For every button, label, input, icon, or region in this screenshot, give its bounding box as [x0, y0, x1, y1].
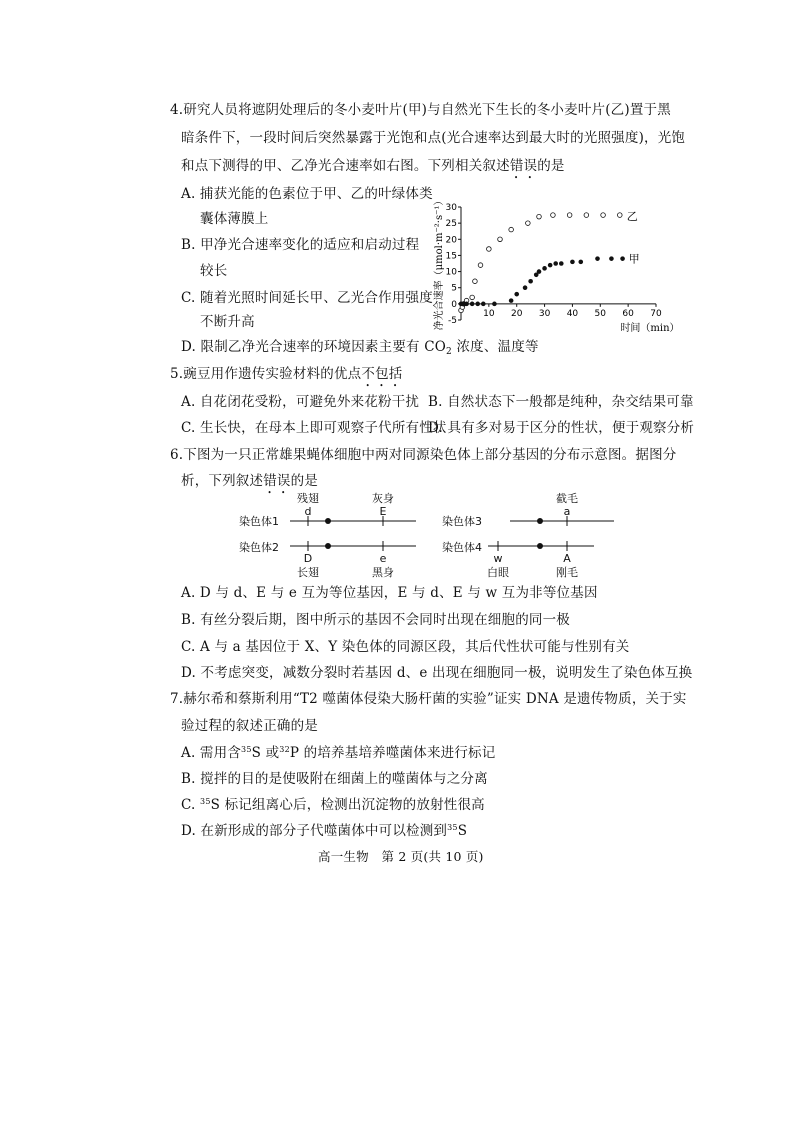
gene-a-label: a [563, 505, 571, 518]
trait-d-label: 残翅 [297, 492, 319, 505]
series-jia-point [528, 279, 533, 284]
series-jia-point [481, 302, 486, 307]
series-yi-point [487, 247, 492, 252]
series-jia-point [542, 266, 547, 271]
series-label-jia: 甲 [628, 252, 640, 266]
y-tick-label: -5 [448, 316, 457, 326]
series-yi-point [551, 213, 556, 218]
chr3-label: 染色体3 [442, 515, 482, 528]
q4-option-b-cont: 较长 [200, 263, 228, 279]
chart-y-axis-label: 净光合速率（μmol·m⁻²·s⁻¹） [434, 195, 445, 331]
q5-option-a: A. 自花闭花受粉，可避免外来花粉干扰 [181, 394, 420, 410]
trait-w-label: 白眼 [487, 566, 509, 579]
series-jia-point [470, 302, 475, 307]
q4-emphasis: 错误 [509, 158, 538, 174]
chromosome-diagram [230, 487, 630, 579]
series-yi-point [470, 295, 475, 300]
series-yi-point [567, 213, 572, 218]
y-tick-label: 20 [445, 235, 457, 246]
gene-E-label: E [379, 505, 387, 518]
series-jia-point [475, 302, 480, 307]
q7-stem-line2: 验过程的叙述正确的是 [181, 718, 318, 734]
y-tick-label: 25 [445, 219, 457, 230]
y-tick-label: 15 [445, 251, 457, 262]
q5-stem: 5.豌豆用作遗传实验材料的优点不包括 [170, 366, 403, 382]
series-yi-point [509, 227, 514, 232]
y-tick-label: 5 [451, 283, 457, 294]
y-tick-label: 30 [445, 203, 457, 213]
series-jia-point [578, 260, 583, 265]
series-jia-point [620, 256, 625, 261]
series-yi-point [473, 279, 478, 284]
series-yi-point [601, 213, 606, 218]
series-yi-point [526, 221, 531, 226]
q7-stem-line1: 7.赫尔希和蔡斯利用“T2 噬菌体侵染大肠杆菌的实验”证实 DNA 是遗传物质，关于实 [170, 691, 687, 707]
series-jia-point [509, 298, 514, 303]
series-yi-point [537, 214, 542, 219]
x-tick-label: 40 [566, 308, 579, 319]
series-jia-point [537, 269, 542, 274]
x-tick-label: 10 [483, 308, 495, 319]
q6-stem-line2: 析，下列叙述错误的是 [181, 473, 319, 489]
q5-option-d: D. 具有多对易于区分的性状，便于观察分析 [428, 420, 695, 436]
trait-E-label: 灰身 [372, 492, 394, 505]
q5-option-c: C. 生长快，在母本上即可观察子代所有性状 [181, 420, 447, 436]
series-jia-point [595, 256, 600, 261]
chr4-label: 染色体4 [442, 541, 482, 554]
gene-e-label: e [379, 552, 387, 565]
series-jia-point [609, 256, 614, 261]
q4-option-a: A. 捕获光能的色素位于甲、乙的叶绿体类 [181, 186, 433, 202]
y-tick-label: 10 [445, 267, 457, 278]
x-tick-label: 20 [510, 308, 523, 319]
chr1-centromere [325, 518, 331, 524]
q6-option-a: A. D 与 d、E 与 e 互为等位基因，E 与 d、E 与 w 互为非等位基因 [181, 585, 598, 601]
q6-emphasis: 错误 [263, 473, 291, 489]
q4-option-c: C. 随着光照时间延长甲、乙光合作用强度 [181, 290, 433, 306]
trait-a-label: 截毛 [556, 492, 578, 505]
series-jia-point [523, 285, 528, 290]
series-yi-point [617, 213, 622, 218]
page-footer: 高一生物 第 2 页(共 10 页) [318, 849, 484, 864]
trait-e-label: 黑身 [372, 566, 394, 579]
x-tick-label: 50 [594, 308, 607, 319]
series-yi-point [478, 263, 483, 268]
q7-option-a: A. 需用含$^{35}$S 或$^{32}$P 的培养基培养噬菌体来进行标记 [181, 745, 496, 761]
chr2-centromere [325, 543, 331, 549]
series-yi-point [498, 237, 503, 242]
chart-x-axis-label: 时间（min） [620, 323, 680, 334]
series-yi-point [584, 213, 589, 218]
q5-emphasis: 不包括 [361, 366, 403, 382]
trait-D-label: 长翅 [297, 566, 319, 579]
q6-stem-line1: 6.下图为一只正常雄果蝇体细胞中两对同源染色体上部分基因的分布示意图。据图分 [170, 447, 677, 463]
q4-option-d: D. 限制乙净光合速率的环境因素主要有 $CO_2$ 浓度、温度等 [181, 339, 539, 357]
gene-D-label: D [303, 552, 313, 565]
q7-option-b: B. 搅拌的目的是使吸附在细菌上的噬菌体与之分离 [181, 771, 488, 787]
x-tick-label: 30 [538, 308, 551, 319]
q5-option-b: B. 自然状态下一般都是纯种，杂交结果可靠 [428, 394, 694, 410]
q4-option-a-cont: 囊体薄膜上 [200, 211, 269, 227]
x-tick-label: 70 [650, 308, 662, 319]
q7-option-c: C. $^{35}$S 标记组离心后，检测出沉淀物的放射性很高 [181, 797, 485, 813]
series-jia-point [514, 292, 519, 297]
q6-option-c: C. A 与 a 基因位于 X、Y 染色体的同源区段，其后代性状可能与性别有关 [181, 639, 630, 655]
trait-A-label: 刚毛 [556, 566, 578, 579]
q6-option-b: B. 有丝分裂后期，图中所示的基因不会同时出现在细胞的同一极 [181, 612, 571, 628]
chr1-label: 染色体1 [239, 515, 279, 528]
series-jia-point [464, 302, 469, 307]
chr4-centromere [537, 543, 543, 549]
series-jia-point [553, 261, 558, 266]
gene-w-label: w [493, 552, 503, 565]
q6-option-d: D. 不考虑突变，减数分裂时若基因 d、e 出现在细胞同一极，说明发生了染色体互换 [181, 665, 693, 681]
gene-d-label: d [304, 505, 312, 518]
chr3-centromere [537, 518, 543, 524]
series-jia-point [570, 260, 575, 265]
series-jia-point [492, 302, 497, 307]
q4-option-b: B. 甲净光合速率变化的适应和启动过程 [181, 237, 420, 253]
q7-option-d: D. 在新形成的部分子代噬菌体中可以检测到$^{35}$S [181, 823, 468, 839]
x-tick-label: 60 [622, 308, 634, 319]
y-tick-label: 0 [451, 299, 457, 310]
series-label-yi: 乙 [626, 210, 638, 224]
q4-stem-line1: 4.研究人员将遮阴处理后的冬小麦叶片(甲)与自然光下生长的冬小麦叶片(乙)置于黑 [170, 102, 671, 118]
series-jia-point [559, 261, 564, 266]
net-photosynthesis-chart [428, 195, 688, 338]
series-jia-point [548, 263, 553, 268]
gene-A-label: A [563, 552, 571, 565]
q4-stem-line3: 和点下测得的甲、乙净光合速率如右图。下列相关叙述错误的是 [181, 158, 565, 174]
chr2-label: 染色体2 [239, 541, 279, 554]
q4-stem-line2: 暗条件下，一段时间后突然暴露于光饱和点(光合速率达到最大时的光照强度)，光饱 [181, 130, 686, 146]
q4-option-c-cont: 不断升高 [200, 314, 255, 330]
